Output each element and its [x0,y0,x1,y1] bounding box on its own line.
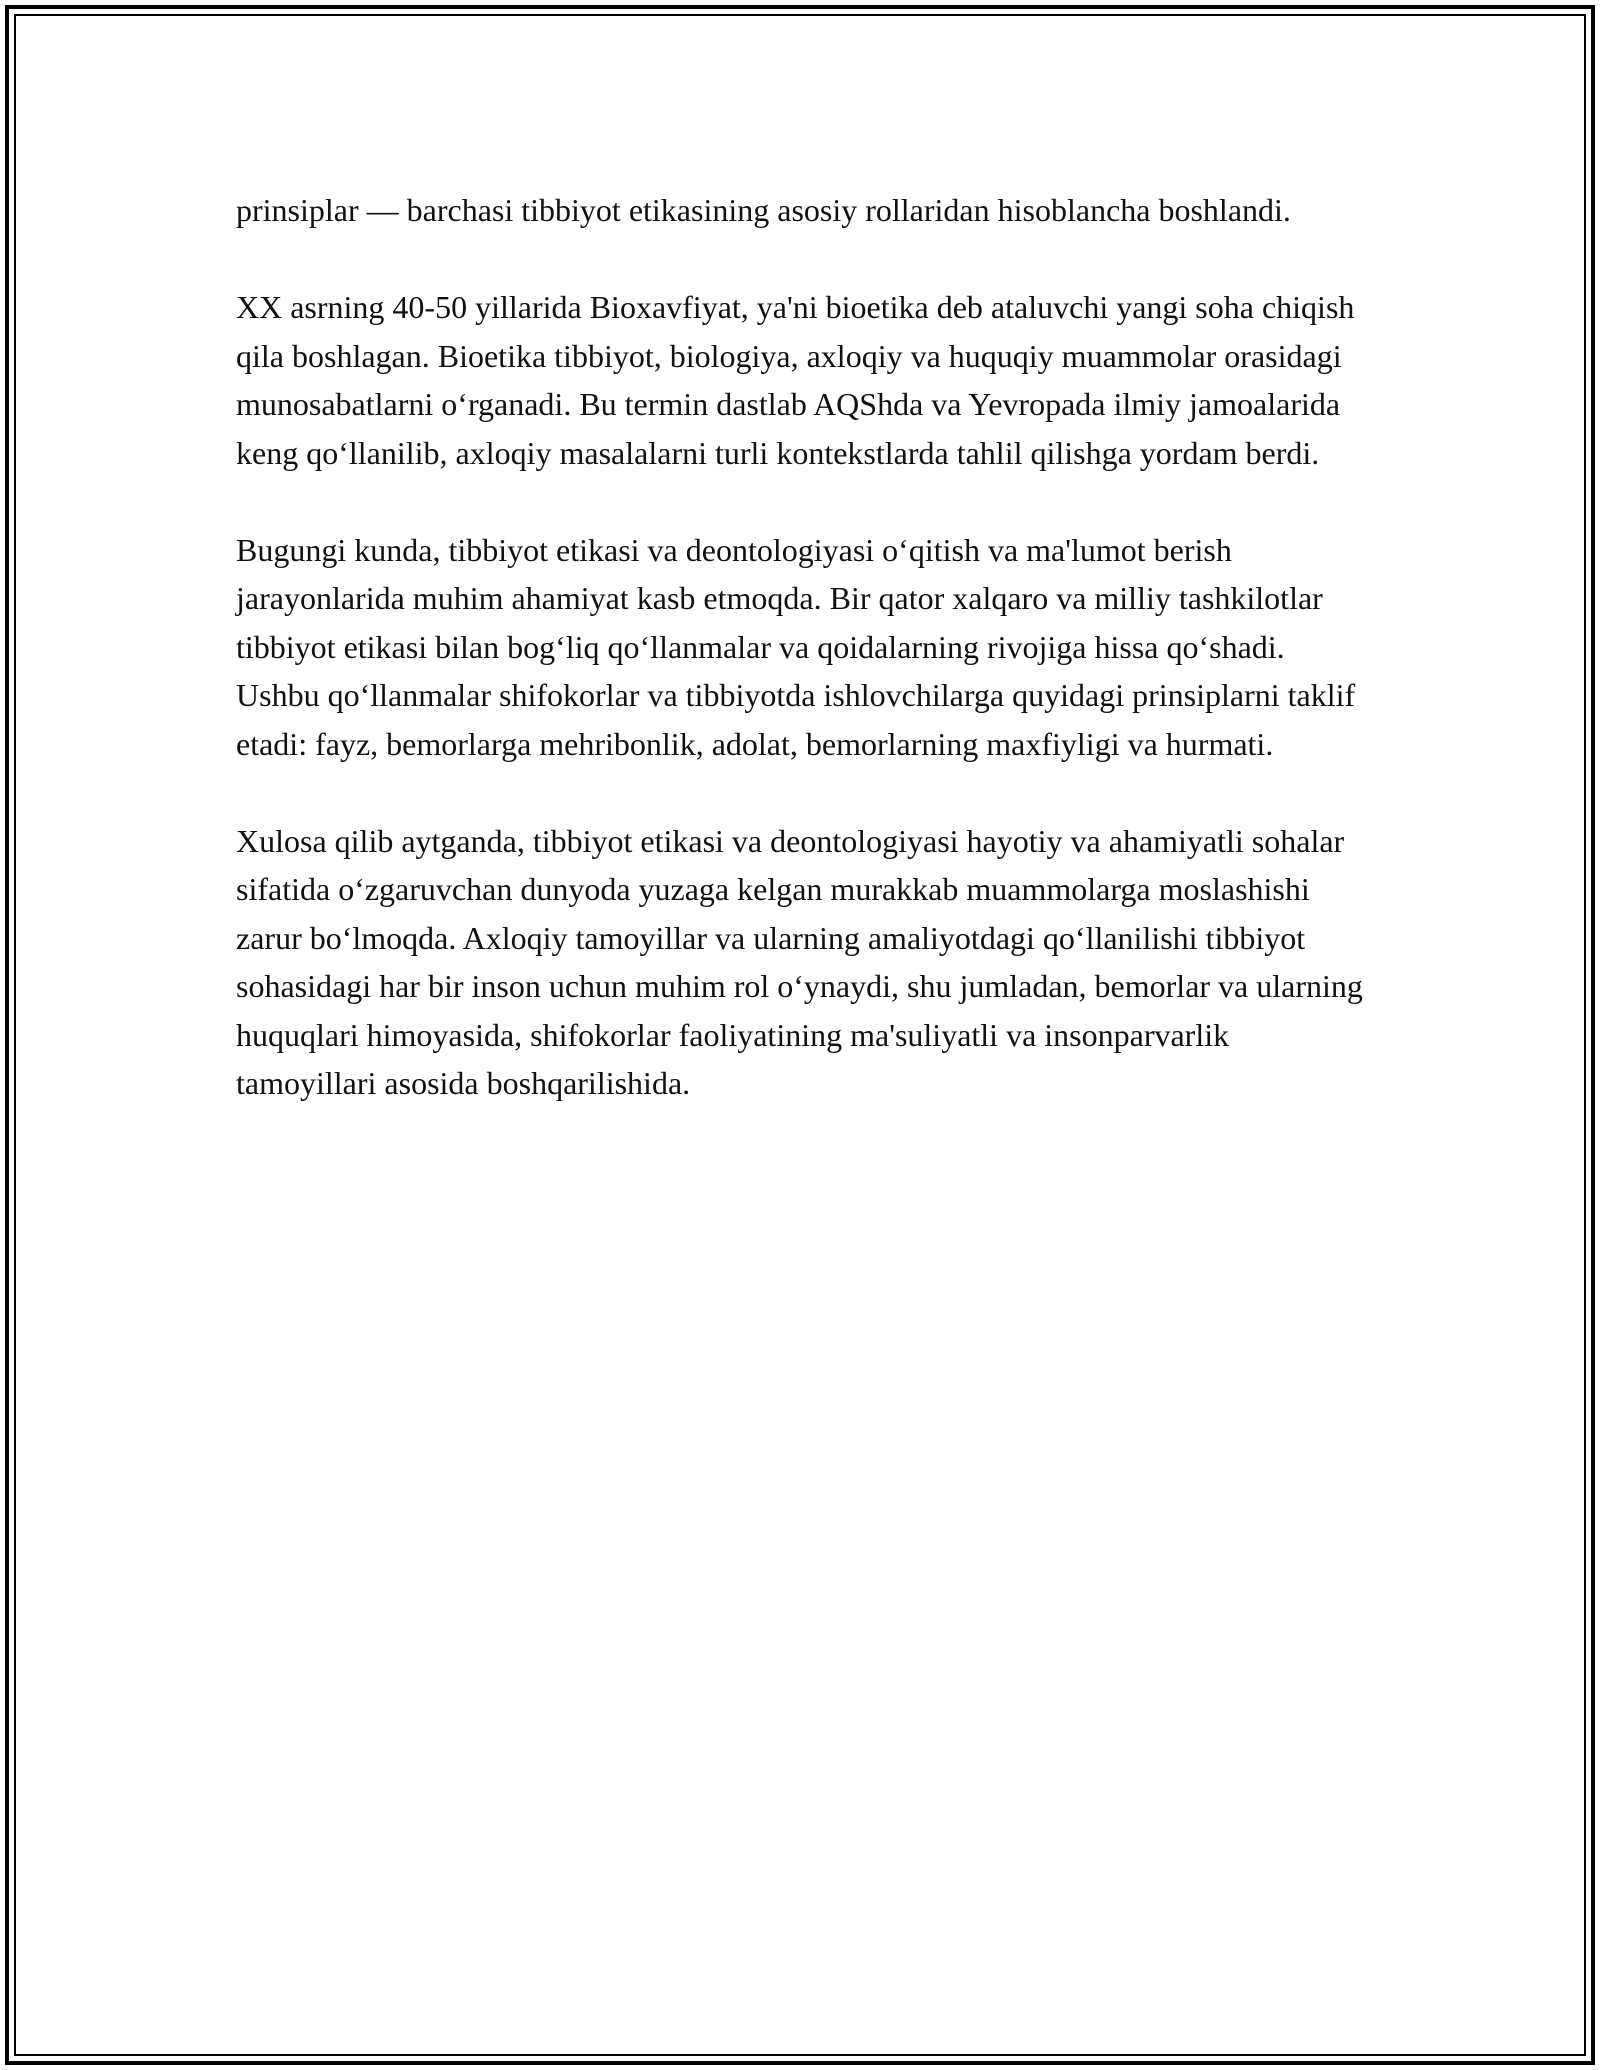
paragraph-4: Xulosa qilib aytganda, tibbiyot etikasi va deontologiyasi hayotiy va ahamiyatli sohalar sifatida oʻzgaruvchan dunyoda yuzaga kelgan murakkab muammolarga moslashishi zarur boʻlmoqda. Axloqiy tamoyillar va ularning amaliyotdagi qoʻllanilishi tibbiyot sohasidagi har bir inson uchun muhim rol oʻynaydi, shu jumladan, bemorlar va ularning huquqlari himoyasida, shifokorlar faoliyatining ma'suliyatli va insonparvarlik tamoyillari asosida boshqarilishida. [236,822,1363,1101]
document-body [236,186,1376,1108]
paragraph-1: prinsiplar — barchasi tibbiyot etikasining asosiy rollaridan hisoblancha boshlandi. [236,192,1291,228]
paragraph-2: XX asrning 40-50 yillarida Bioxavfiyat, ya'ni bioetika deb ataluvchi yangi soha chiqish qila boshlagan. Bioetika tibbiyot, biologiya, axloqiy va huquqiy muammolar orasidagi munosabatlarni oʻrganadi. Bu termin dastlab AQShda va Yevropada ilmiy jamoalarida keng qoʻllanilib, axloqiy masalalarni turli kontekstlarda tahlil qilishga yordam berdi. [236,289,1355,471]
paragraph-3: Bugungi kunda, tibbiyot etikasi va deontologiyasi oʻqitish va ma'lumot berish jarayonlarida muhim ahamiyat kasb etmoqda. Bir qator xalqaro va milliy tashkilotlar tibbiyot etikasi bilan bogʻliq qoʻllanmalar va qoidalarning rivojiga hissa qoʻshadi. Ushbu qoʻllanmalar shifokorlar va tibbiyotda ishlovchilarga quyidagi prinsiplarni taklif etadi: fayz, bemorlarga mehribonlik, adolat, bemorlarning maxfiyligi va hurmati. [236,531,1356,762]
